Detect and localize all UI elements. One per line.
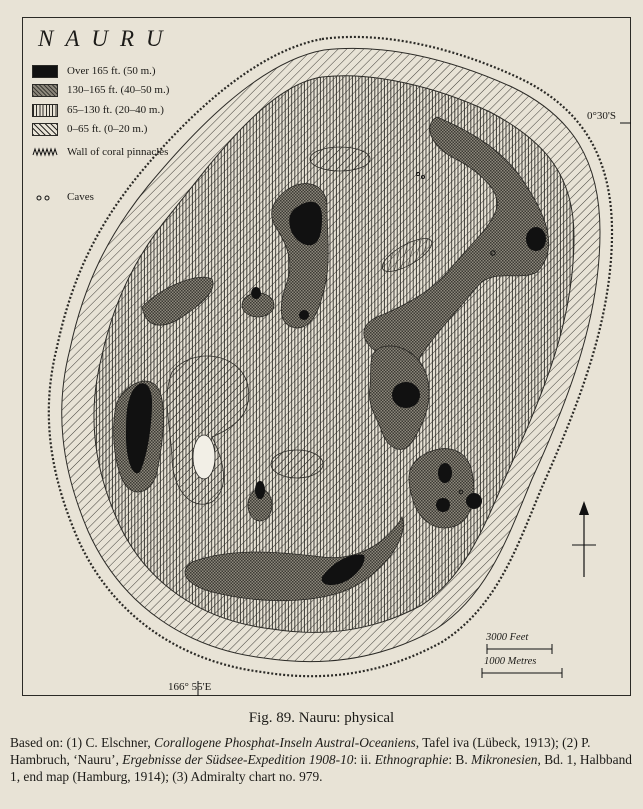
peak-small-2 (299, 310, 309, 320)
source-text: Based on: (1) C. Elschner, (10, 735, 155, 750)
peak-small-1 (251, 287, 261, 299)
legend-label: 0–65 ft. (0–20 m.) (67, 123, 148, 135)
map-title: NAURU (38, 26, 175, 51)
island-map (22, 17, 631, 696)
legend-label: Wall of coral pinnacles (67, 146, 169, 158)
peak-northeast (526, 227, 546, 251)
legend-label: 130–165 ft. (40–50 m.) (67, 84, 170, 96)
reef-wall-icon (32, 146, 58, 158)
scale-labels (474, 632, 566, 676)
legend-item (32, 144, 182, 174)
legend-swatch-solid (32, 65, 58, 78)
peak-small-3 (255, 481, 265, 499)
source-title: Corallogene Phosphat-Inseln Austral-Oceaniens (154, 735, 416, 750)
interior-lake (193, 435, 215, 479)
source-note (10, 734, 634, 785)
source-text: , Bd. 1, Halbband 1, end map (Hamburg, 1914); (3) Admiralty chart no. 979. (10, 752, 632, 784)
legend-label: Caves (67, 191, 94, 203)
peak-southeast-3 (466, 493, 482, 509)
legend-label: Over 165 ft. (50 m.) (67, 65, 156, 77)
north-arrow (572, 501, 596, 577)
source-title: Ethnographie (374, 752, 449, 767)
source-title: Mikronesien (471, 752, 538, 767)
latitude-label: 0°30'S (587, 110, 616, 122)
figure-caption: Fig. 89. Nauru: physical (248, 710, 395, 726)
peak-southeast-2 (436, 498, 450, 512)
scale-feet-label: 3000 Feet (486, 632, 529, 643)
source-text: , Tafel iva (Lübeck, 1913); (2) P. Hambruch, ‘Nauru’, (10, 735, 591, 767)
legend-swatch-vertical (32, 104, 58, 117)
scale-metres-label: 1000 Metres (484, 656, 537, 667)
interior-low-south (271, 450, 323, 478)
legend-swatch-crosshatch (32, 84, 58, 97)
source-title: Ergebnisse der Südsee-Expedition 1908-10 (122, 752, 354, 767)
legend-label: 65–130 ft. (20–40 m.) (67, 104, 164, 116)
legend-swatch-diagonal (32, 123, 58, 136)
peak-central (392, 382, 420, 408)
interior-low-north (310, 147, 370, 171)
peak-southeast-1 (438, 463, 452, 483)
source-text: : ii. (353, 752, 375, 767)
longitude-label: 166° 55'E (168, 681, 212, 693)
caves-icon (32, 192, 58, 204)
source-text: : B. (448, 752, 472, 767)
